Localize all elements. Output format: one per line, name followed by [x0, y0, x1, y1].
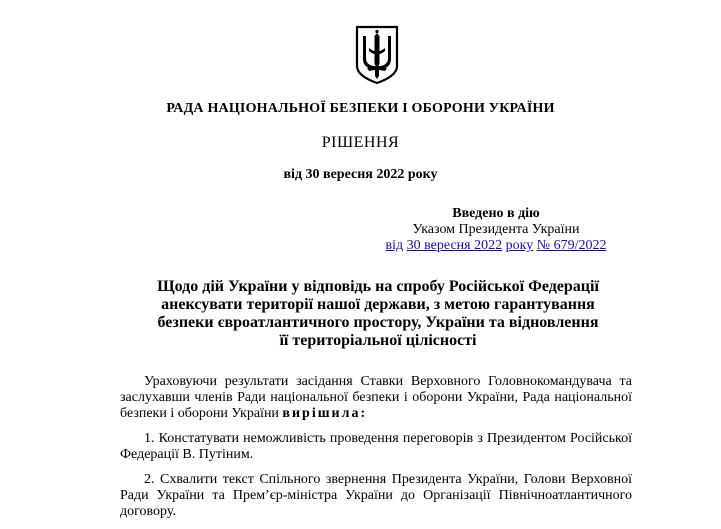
council-name: РАДА НАЦІОНАЛЬНОЇ БЕЗПЕКИ І ОБОРОНИ УКРАЇНИ: [166, 101, 555, 116]
decree-link-number[interactable]: № 679/2022: [536, 238, 607, 253]
enactment-line-2: Указом Президента України: [412, 222, 580, 237]
decision-item: 1. Констатувати неможливість проведення переговорів з Президентом Російської Федерації В. Путіним.: [120, 431, 632, 462]
decree-link-year[interactable]: року: [505, 238, 534, 253]
enactment-link-line: [380, 238, 612, 254]
enactment-line-1: Введено в дію: [452, 206, 540, 221]
decree-link-from[interactable]: від: [385, 238, 404, 253]
title-line: її територіальної цілісності: [279, 332, 477, 349]
coat-of-arms-of-ukraine-icon: [354, 24, 400, 86]
preamble-paragraph: [120, 374, 632, 422]
document-type: РІШЕННЯ: [321, 134, 400, 151]
enactment-note: [380, 206, 612, 254]
preamble-text: Ураховуючи результати засідання Ставки Верховного Головнокомандувача та заслухавши членів Ради національної безпеки і оборони України, Рада національної безпеки і оборони України: [120, 374, 632, 421]
title-line: безпеки євроатлантичного простору, України та відновлення: [157, 314, 599, 331]
document-body: [120, 374, 632, 529]
decree-link-date[interactable]: 30 вересня 2022: [406, 238, 503, 253]
decided-word: вирішила:: [282, 406, 368, 421]
title-line: Щодо дій України у відповідь на спробу Російської Федерації: [157, 278, 599, 295]
decision-item: 2. Схвалити текст Спільного звернення Президента України, Голови Верховної Ради України та Прем’єр-міністра України до Організації Північноатлантичного договору.: [120, 472, 632, 519]
document-title: [140, 278, 616, 350]
title-line: анексувати території нашої держави, з метою гарантування: [161, 296, 595, 313]
document-date: від 30 вересня 2022 року: [283, 167, 438, 182]
